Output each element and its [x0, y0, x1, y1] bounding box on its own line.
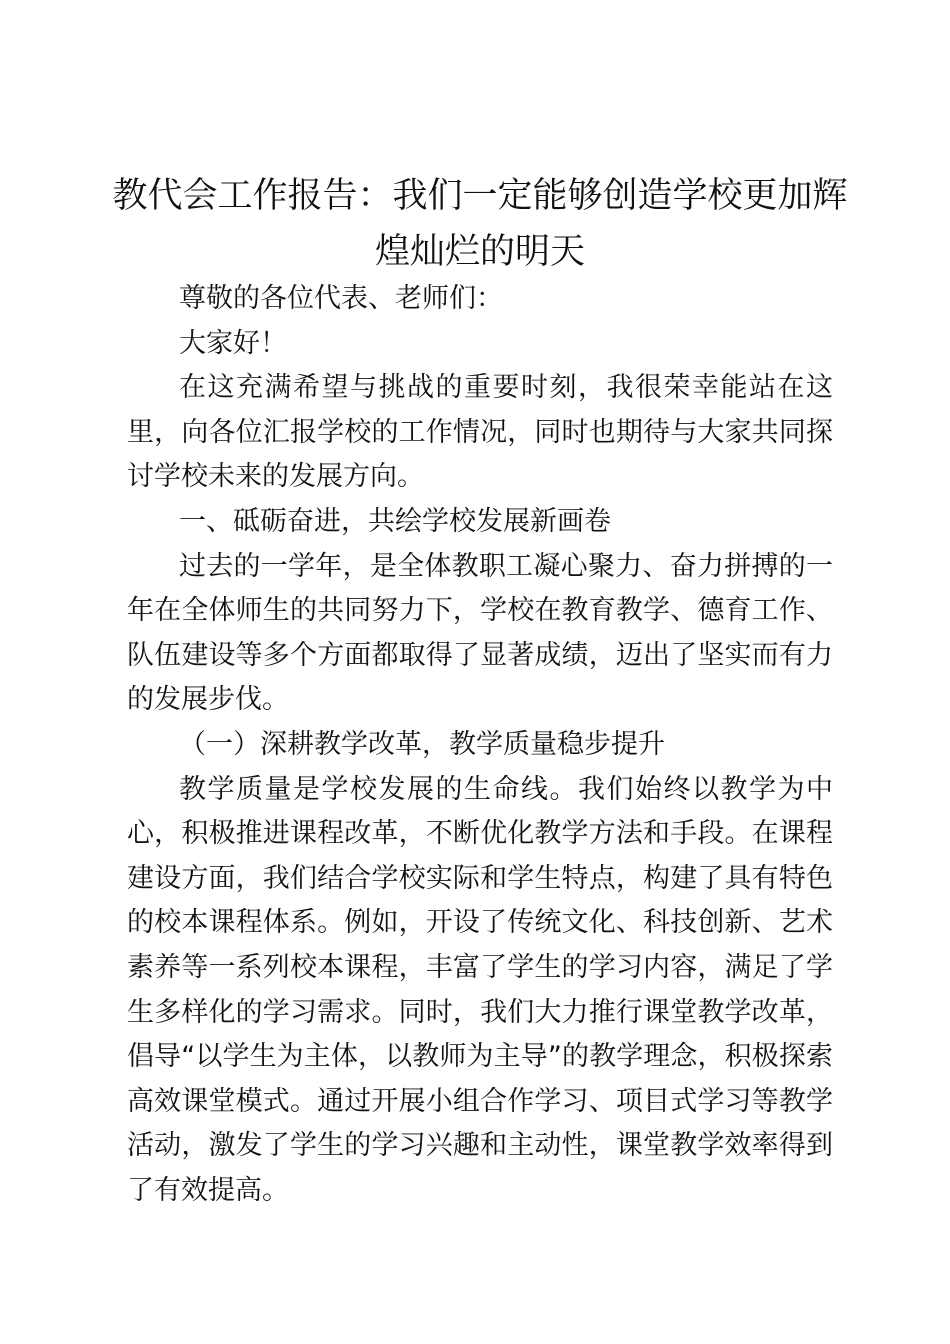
- salutation: 尊敬的各位代表、老师们：: [179, 283, 503, 314]
- intro-paragraph: 在这充满希望与挑战的重要时刻，我很荣幸能站在这里，向各位汇报学校的工作情况，同时也期待与大家共同探讨学校未来的发展方向。: [127, 372, 833, 493]
- section-heading-1: 一、砥砺奋进，共绘学校发展新画卷: [179, 505, 611, 537]
- section-1-paragraph: 过去的一学年，是全体教职工凝心聚力、奋力拼搏的一年在全体师生的共同努力下，学校在教育教学、德育工作、队伍建设等多个方面都取得了显著成绩，迈出了坚实而有力的发展步伐。: [127, 550, 833, 716]
- greeting: 大家好！: [179, 327, 287, 359]
- subsection-heading-1: （一）深耕教学改革，教学质量稳步提升: [179, 728, 665, 760]
- document-body: [127, 277, 833, 1213]
- document-title: 教代会工作报告：我们一定能够创造学校更加辉煌灿烂的明天: [112, 176, 848, 272]
- subsection-1-paragraph: 教学质量是学校发展的生命线。我们始终以教学为中心，积极推进课程改革，不断优化教学方法和手段。在课程建设方面，我们结合学校实际和学生特点，构建了具有特色的校本课程体系。例如，开设了传统文化、科技创新、艺术素养等一系列校本课程，丰富了学生的学习内容，满足了学生多样化的学习需求。同时，我们大力推行课堂教学改革，倡导“以学生为主体，以教师为主导”的教学理念，积极探索高效课堂模式。通过开展小组合作学习、项目式学习等教学活动，激发了学生的学习兴趣和主动性，课堂教学效率得到了有效提高。: [127, 773, 833, 1206]
